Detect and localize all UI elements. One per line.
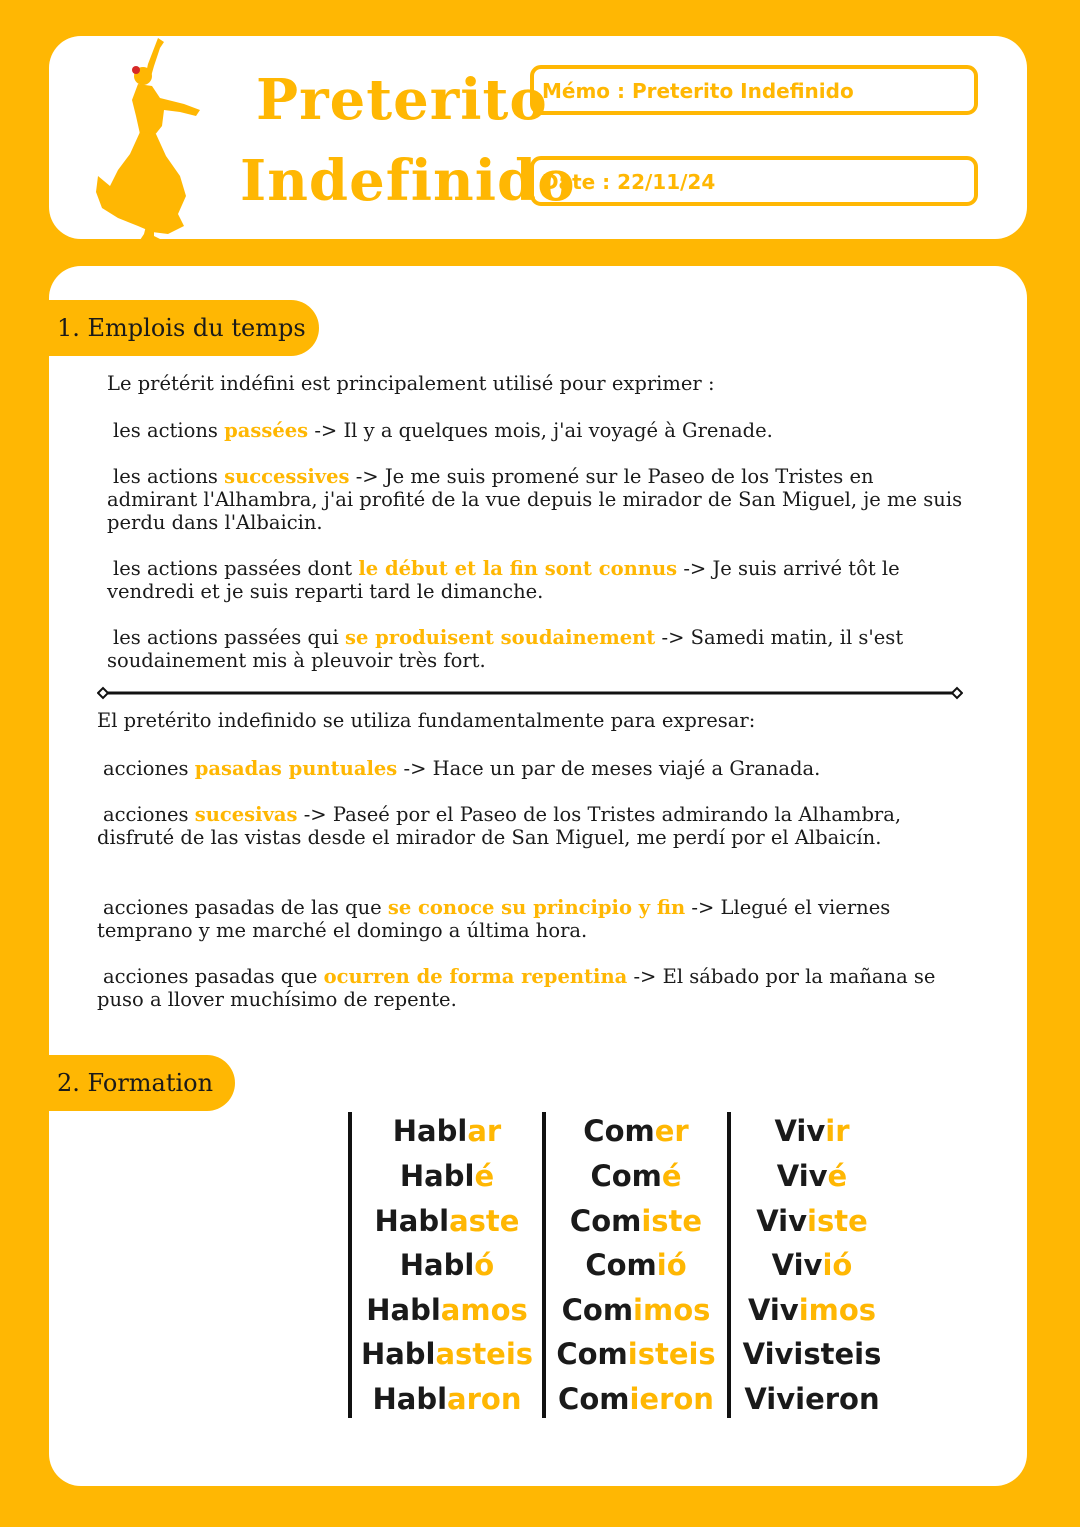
es-item-after: -> Llegué el viernes temprano y me marché el domingo a última hora. [97, 896, 891, 942]
verb-ending: ó [474, 1248, 495, 1282]
es-item-before: acciones [103, 803, 195, 826]
verb-ending: imos [798, 1293, 877, 1327]
section-heading-emplois: 1. Emplois du temps [49, 300, 319, 356]
verb-form [357, 1384, 537, 1414]
verb-infinitive [546, 1116, 726, 1146]
fr-item [107, 465, 967, 534]
verb-ending: ió [822, 1248, 853, 1282]
es-intro: El pretérito indefinido se utiliza fundamentalmente para expresar: [97, 709, 756, 732]
verb-stem: Com [558, 1382, 630, 1416]
memo-field: Mémo : Preterito Indefinido [530, 65, 978, 115]
fr-item-after: -> Je suis arrivé tôt le vendredi et je suis reparti tard le dimanche. [107, 557, 900, 603]
verb-form [722, 1161, 902, 1191]
es-item-highlight: se conoce su principio y fin [387, 896, 686, 919]
verb-stem: Vivisteis [742, 1337, 882, 1371]
verb-ending: asteis [435, 1337, 534, 1371]
fr-item-before: les actions [113, 419, 225, 442]
verb-stem: Habl [399, 1248, 475, 1282]
verb-ending: ir [825, 1114, 850, 1148]
verb-infinitive [357, 1116, 537, 1146]
fr-item-highlight: passées [224, 419, 309, 442]
verb-form [546, 1206, 726, 1236]
verb-form [546, 1384, 726, 1414]
verb-stem: Viv [776, 1159, 828, 1193]
verb-form [357, 1295, 537, 1325]
verb-stem: Com [585, 1248, 657, 1282]
es-item-after: -> Paseé por el Paseo de los Tristes admirando la Alhambra, disfruté de las vistas desde el mirador de San Miguel, me perdí por el Albaicín. [97, 803, 902, 849]
section-divider [97, 686, 963, 700]
verb-ending: é [474, 1159, 495, 1193]
verb-ending: er [654, 1114, 689, 1148]
verb-form [722, 1206, 902, 1236]
verb-stem: Vivieron [744, 1382, 880, 1416]
es-item-after: -> El sábado por la mañana se puso a llover muchísimo de repente. [97, 965, 936, 1011]
es-item-highlight: ocurren de forma repentina [323, 965, 628, 988]
verb-infinitive [722, 1116, 902, 1146]
verb-ending: aste [449, 1204, 520, 1238]
verb-ending: ieron [629, 1382, 714, 1416]
verb-ending: iste [807, 1204, 868, 1238]
fr-item-before: les actions passées dont [113, 557, 359, 580]
es-item-before: acciones pasadas de las que [103, 896, 388, 919]
verb-form [357, 1339, 537, 1369]
es-item [97, 896, 957, 942]
fr-item-before: les actions [113, 465, 225, 488]
verb-ending: ió [656, 1248, 687, 1282]
es-item-after: -> Hace un par de meses viajé a Granada. [397, 757, 821, 780]
verb-stem: Viv [747, 1293, 799, 1327]
date-field: Date : 22/11/24 [530, 156, 978, 206]
verb-form [546, 1295, 726, 1325]
verb-ending: imos [633, 1293, 711, 1327]
verb-ending: é [661, 1159, 682, 1193]
verb-stem: Viv [756, 1204, 808, 1238]
verb-form [357, 1206, 537, 1236]
verb-stem: Com [561, 1293, 634, 1327]
fr-item-highlight: le début et la fin sont connus [358, 557, 678, 580]
verb-stem: Com [590, 1159, 662, 1193]
fr-item-after: -> Je me suis promené sur le Paseo de los Tristes en admirant l'Alhambra, j'ai profité de la vue depuis le mirador de San Miguel, je me suis perdu dans l'Albaicin. [107, 465, 963, 534]
verb-ending: ar [467, 1114, 502, 1148]
page-title-line-1: Preterito [256, 67, 548, 133]
verb-form [722, 1295, 902, 1325]
verb-ending: aron [447, 1382, 522, 1416]
verb-form [357, 1250, 537, 1280]
fr-item-highlight: successives [224, 465, 350, 488]
es-item [97, 757, 963, 780]
verb-form [546, 1250, 726, 1280]
fr-item [107, 626, 967, 672]
page-title-line-2: Indefinido [240, 148, 576, 214]
verb-stem: Habl [374, 1204, 450, 1238]
verb-stem: Habl [399, 1159, 475, 1193]
fr-item-after: -> Il y a quelques mois, j'ai voyagé à Grenade. [308, 419, 773, 442]
fr-item [107, 557, 967, 603]
fr-item-after: -> Samedi matin, il s'est soudainement mis à pleuvoir très fort. [107, 626, 904, 672]
fr-item-before: les actions passées qui [113, 626, 345, 649]
verb-form [722, 1384, 902, 1414]
es-item-highlight: sucesivas [194, 803, 298, 826]
es-item-before: acciones pasadas que [103, 965, 324, 988]
fr-intro: Le prétérit indéfini est principalement utilisé pour exprimer : [107, 372, 715, 395]
verb-form [357, 1161, 537, 1191]
verb-stem: Habl [372, 1382, 448, 1416]
es-item-before: acciones [103, 757, 195, 780]
fr-item [107, 419, 973, 442]
verb-form [546, 1339, 726, 1369]
verb-stem: Com [556, 1337, 628, 1371]
verb-form [722, 1250, 902, 1280]
section-heading-formation: 2. Formation [49, 1055, 235, 1111]
verb-ending: é [827, 1159, 848, 1193]
flamenco-dancer-icon [88, 36, 213, 241]
verb-form [546, 1161, 726, 1191]
fr-item-highlight: se produisent soudainement [345, 626, 656, 649]
verb-stem: Habl [360, 1337, 436, 1371]
es-item-highlight: pasadas puntuales [194, 757, 398, 780]
verb-ending: iste [641, 1204, 703, 1238]
verb-stem: Viv [774, 1114, 826, 1148]
es-item [97, 803, 957, 849]
verb-ending: amos [440, 1293, 528, 1327]
verb-stem: Habl [366, 1293, 441, 1327]
verb-stem: Habl [392, 1114, 468, 1148]
verb-stem: Viv [771, 1248, 823, 1282]
es-item [97, 965, 957, 1011]
verb-ending: isteis [627, 1337, 716, 1371]
verb-stem: Com [569, 1204, 642, 1238]
verb-form [722, 1339, 902, 1369]
column-divider [348, 1112, 352, 1418]
verb-stem: Com [583, 1114, 655, 1148]
